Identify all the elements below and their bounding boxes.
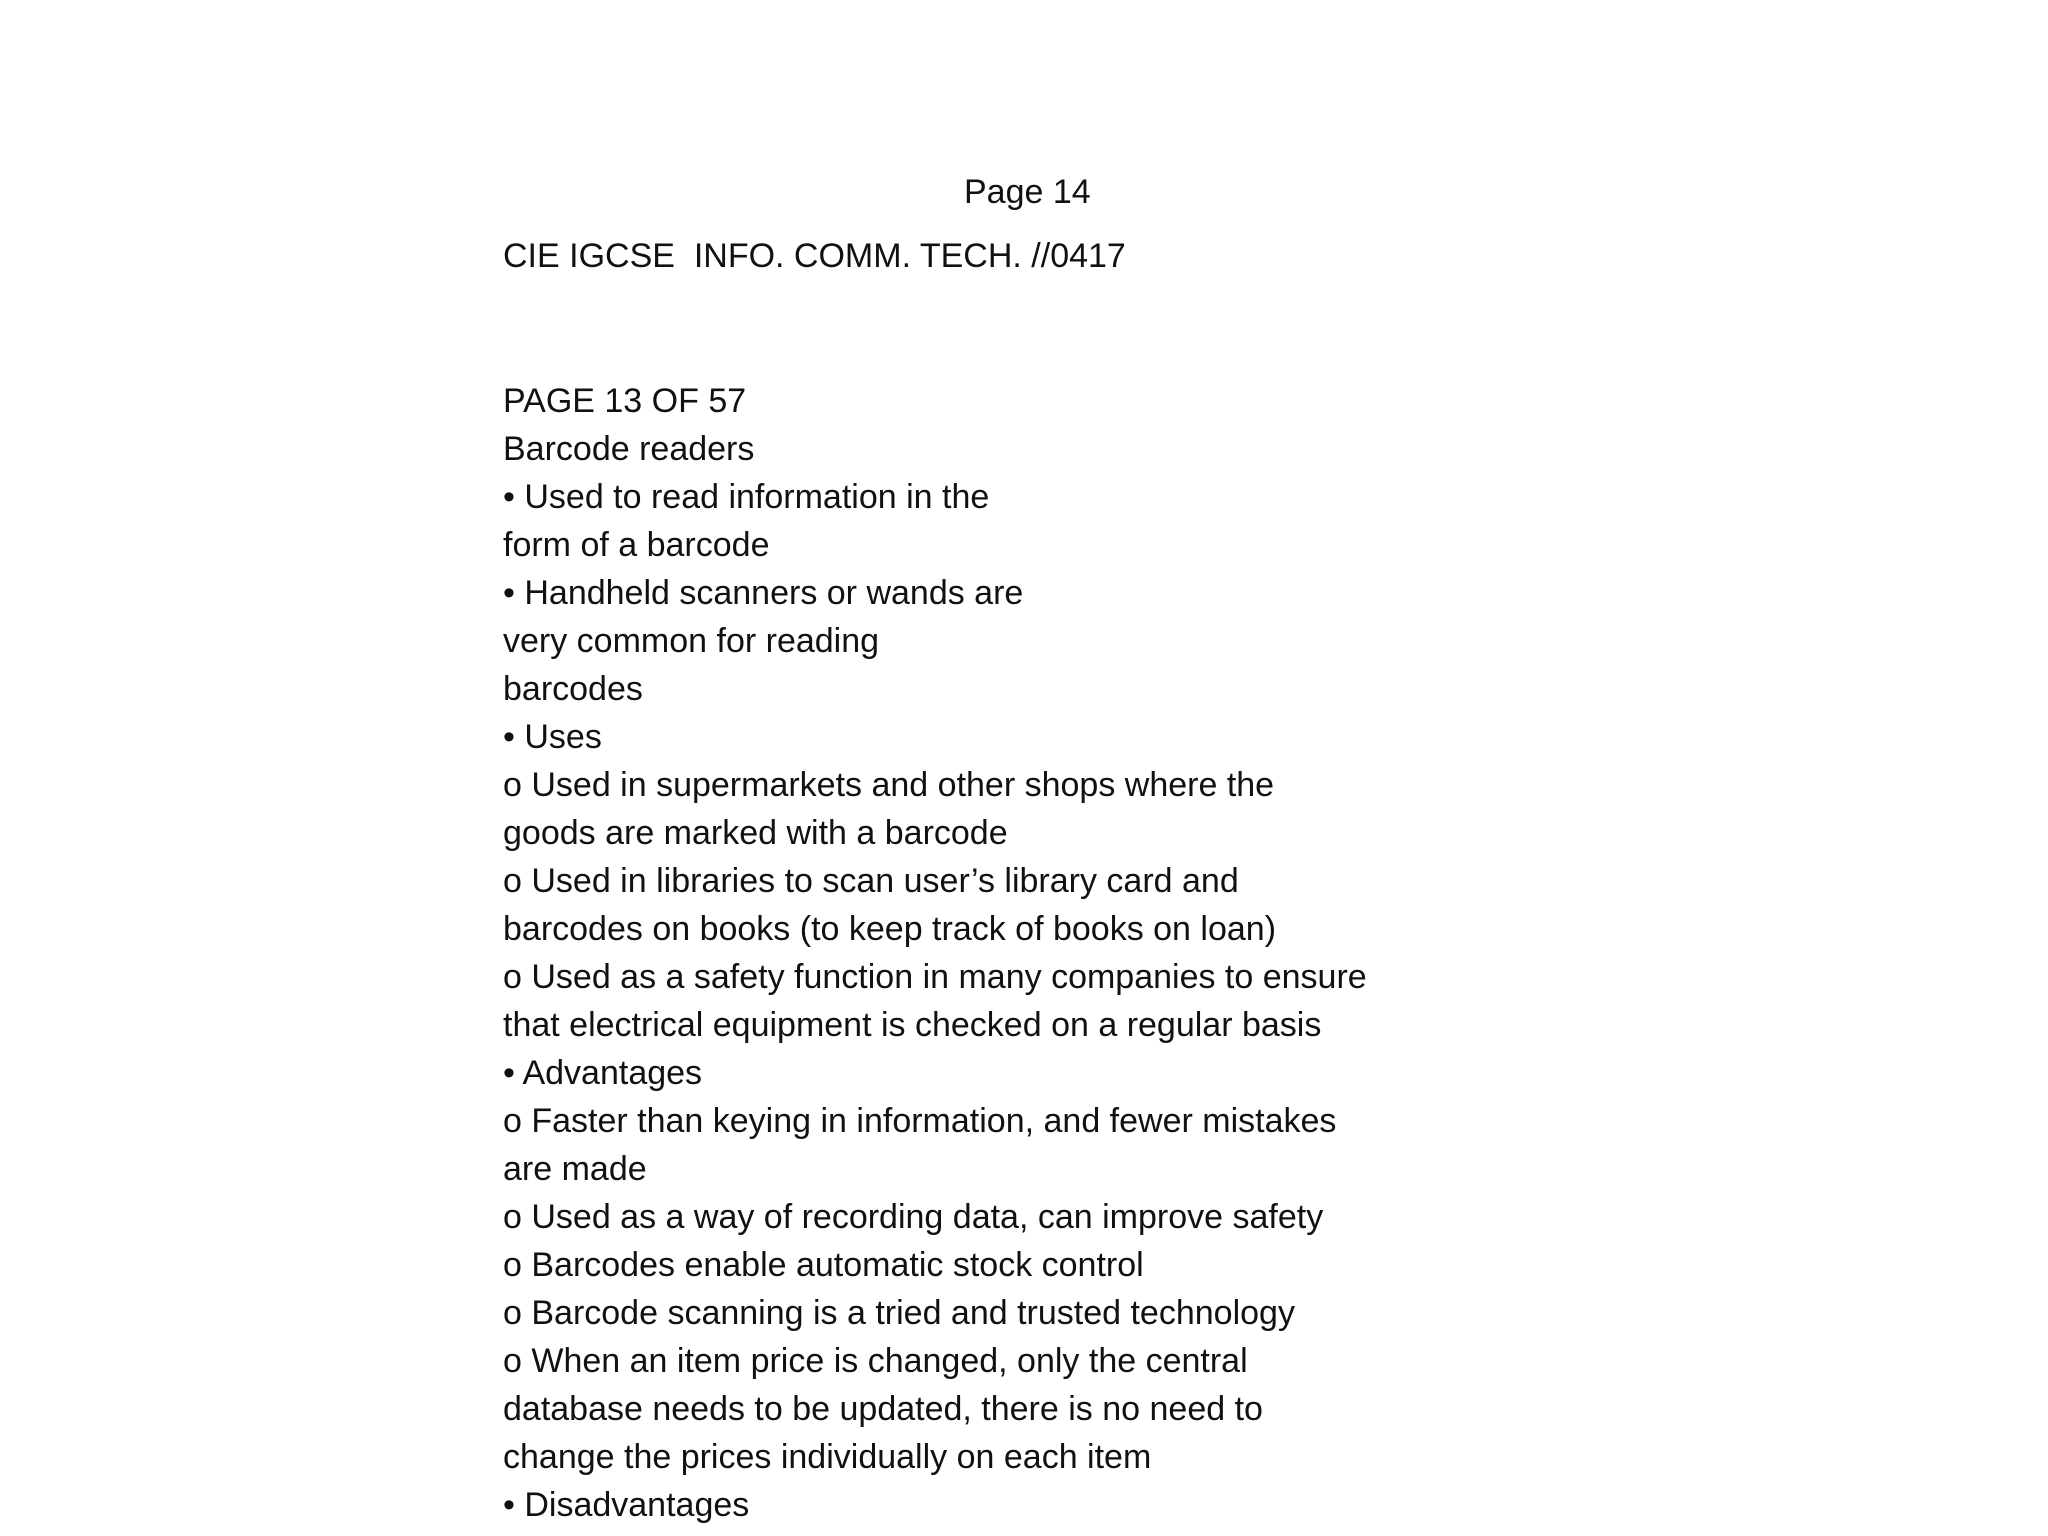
document-body [503,377,1603,1529]
text-line: barcodes on books (to keep track of books on loan) [503,910,1277,948]
text-line: o Used as a way of recording data, can improve safety [503,1198,1324,1236]
text-line: o Barcodes enable automatic stock control [503,1246,1144,1284]
text-line: are made [503,1150,647,1188]
page-counter: PAGE 13 OF 57 [503,382,747,420]
disadvantages-heading: • Disadvantages [503,1486,750,1524]
advantages-heading: • Advantages [503,1054,703,1092]
text-line: barcodes [503,670,643,708]
text-line: • Handheld scanners or wands are [503,574,1024,612]
section-heading: Barcode readers [503,430,755,468]
text-line: o Faster than keying in information, and fewer mistakes [503,1102,1337,1140]
text-line: form of a barcode [503,526,770,564]
page-number: Page 14 [964,173,1091,211]
text-line: change the prices individually on each item [503,1438,1152,1476]
document-header: CIE IGCSE INFO. COMM. TECH. //0417 [503,237,1126,275]
text-line: o Used in libraries to scan user’s library card and [503,862,1239,900]
text-line: that electrical equipment is checked on a regular basis [503,1006,1322,1044]
text-line: very common for reading [503,622,880,660]
text-line: • Used to read information in the [503,478,990,516]
text-line: database needs to be updated, there is no need to [503,1390,1263,1428]
text-line: goods are marked with a barcode [503,814,1008,852]
uses-heading: • Uses [503,718,602,756]
text-line: o Barcode scanning is a tried and trusted technology [503,1294,1295,1332]
text-line: o When an item price is changed, only the central [503,1342,1248,1380]
text-line: o Used as a safety function in many companies to ensure [503,958,1367,996]
text-line: o Used in supermarkets and other shops where the [503,766,1275,804]
